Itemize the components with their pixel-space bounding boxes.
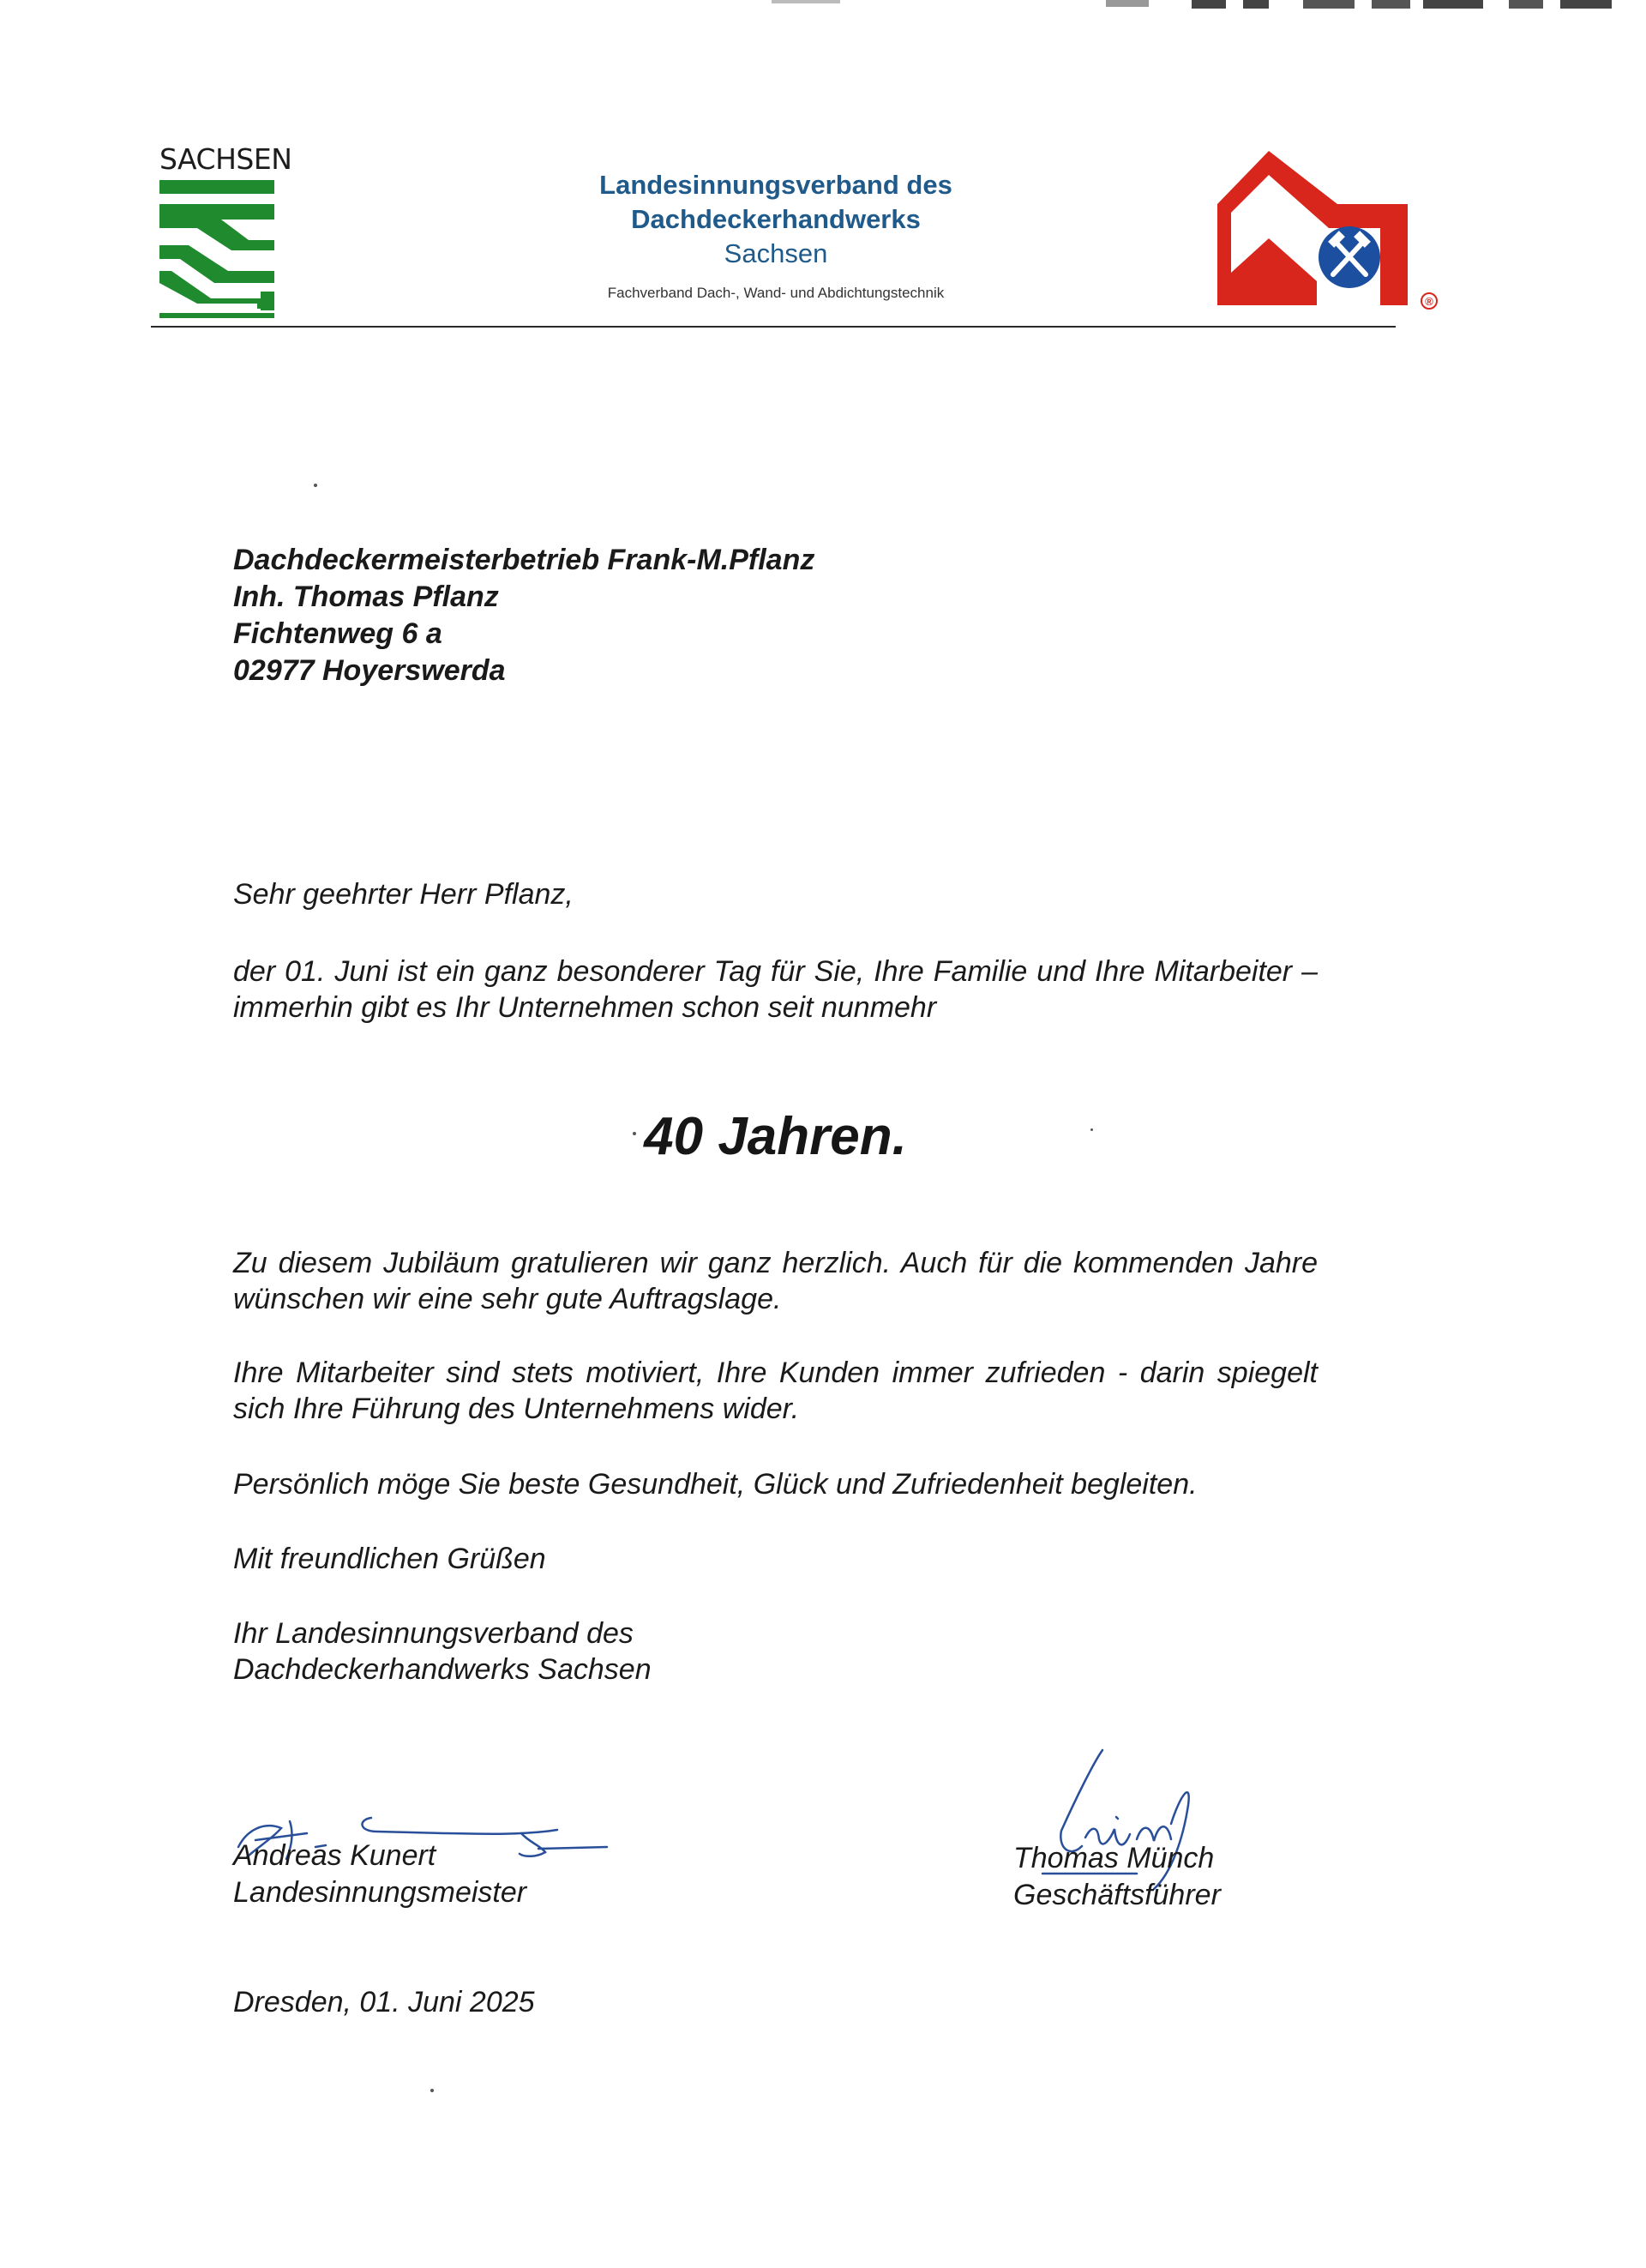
scan-speck [1090, 1128, 1093, 1131]
org-name-line2: Dachdeckerhandwerks [631, 204, 921, 234]
sender-block [233, 1615, 1318, 1687]
org-name [480, 168, 1072, 237]
org-region: Sachsen [724, 238, 828, 268]
signatory-left-name: Andreas Kunert [233, 1839, 436, 1872]
wishes-paragraph: Persönlich möge Sie beste Gesundheit, Glück und Zufriedenheit begleiten. [233, 1468, 1198, 1501]
recipient-company: Dachdeckermeisterbetrieb Frank-M.Pflanz [233, 544, 815, 576]
org-tagline: Fachverband Dach-, Wand- und Abdichtungstechnik [607, 285, 945, 301]
date-line: Dresden, 01. Juni 2025 [233, 1986, 535, 2018]
signatory-right-title: Geschäftsführer [1013, 1879, 1221, 1911]
recipient-address [233, 542, 814, 689]
scan-artifacts [0, 0, 1646, 17]
signatory-left [233, 1838, 526, 1911]
intro-paragraph: der 01. Juni ist ein ganz besonderer Tag für Sie, Ihre Familie und Ihre Mitarbeiter – immerhin gibt es Ihr Unternehmen schon seit nunmehr [233, 955, 1318, 1024]
jubilee-heading: 40 Jahren. [644, 1107, 907, 1166]
org-name-line1: Landesinnungsverband des [599, 170, 952, 200]
salutation: Sehr geehrter Herr Pflanz, [233, 878, 574, 911]
signatory-left-title: Landesinnungsmeister [233, 1876, 527, 1909]
recipient-street: Fichtenweg 6 a [233, 617, 442, 650]
roofer-guild-logo [1209, 144, 1440, 312]
recipient-city: 02977 Hoyerswerda [233, 654, 506, 687]
sender-line1: Ihr Landesinnungsverband des [233, 1617, 634, 1650]
scan-speck [314, 484, 317, 487]
recipient-owner: Inh. Thomas Pflanz [233, 581, 499, 613]
praise-paragraph: Ihre Mitarbeiter sind stets motiviert, Ihre Kunden immer zufrieden - darin spiegelt sich Ihre Führung des Unternehmens wider. [233, 1357, 1318, 1425]
sender-line2: Dachdeckerhandwerks Sachsen [233, 1653, 652, 1686]
signatory-right [1013, 1840, 1221, 1914]
congrats-paragraph: Zu diesem Jubiläum gratulieren wir ganz herzlich. Auch für die kommenden Jahre wünschen wir eine sehr gute Auftragslage. [233, 1247, 1318, 1315]
registered-mark: ® [1425, 295, 1433, 308]
signatory-right-name: Thomas Münch [1013, 1842, 1215, 1874]
closing-formula: Mit freundlichen Grüßen [233, 1543, 546, 1575]
scan-speck [633, 1132, 636, 1135]
header-divider [151, 326, 1396, 328]
scan-speck [430, 2089, 434, 2092]
sachsen-logo-word: SACHSEN [159, 142, 292, 176]
